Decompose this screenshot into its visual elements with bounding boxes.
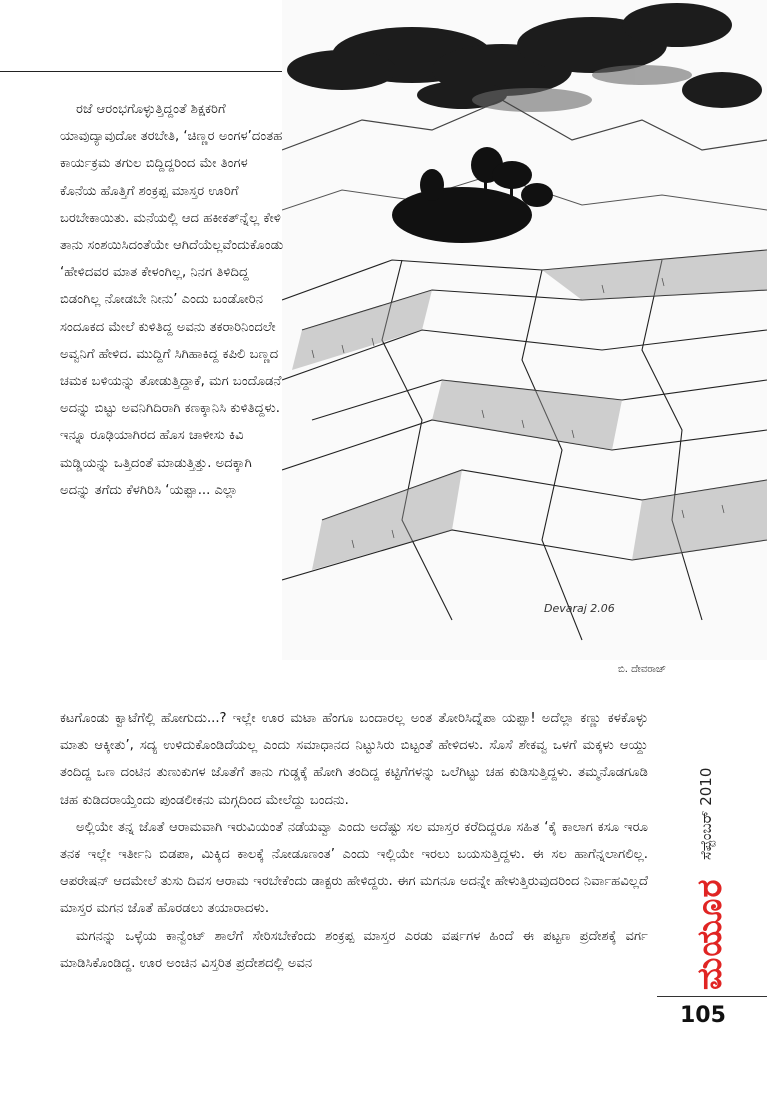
paragraph: ರಜೆ ಆರಂಭಗೊಳ್ಳುತ್ತಿದ್ದಂತೆ ಶಿಕ್ಷಕರಿಗೆ ಯಾವುದ್ಯಾವುದೋ ತರಬೇತಿ, ‘ಚಿಣ್ಣರ ಅಂಗಳ’ದಂತಹ ಕಾರ್ಯಕ್ರಮ ತಗುಲ ಬಿದ್ದಿದ್ದರಿಂದ ಮೇ ತಿಂಗಳ ಕೊನೆಯ ಹೊತ್ತಿಗೆ ಶಂಕ್ರಪ್ಪ ಮಾಸ್ತರ ಊರಿಗೆ ಬರಬೇಕಾಯಿತು. ಮನೆಯಲ್ಲಿ ಆದ ಹಕೀಕತ್‌ನ್ನೆಲ್ಲ ಕೇಳಿ ತಾನು ಸಂಶಯಿಸಿದಂತೆಯೇ ಆಗಿದೆಯೆಲ್ಲವೆಂದುಕೊಂಡು ‘ಹೇಳಿದವರ ಮಾತ ಕೇಳಂಗಿಲ್ಲ, ನಿನಗ ತಿಳಿದಿದ್ದ ಬಿಡಂಗಿಲ್ಲ ನೋಡಬೇ ನೀನು’ ಎಂದು ಬಂಡೋರಿನ ಸಂದೂಕದ ಮೇಲೆ ಕುಳಿತಿದ್ದ ಅವನು ತಕರಾರಿನಿಂದಲೇ ಅವ್ವನಿಗೆ ಹೇಳಿದ. ಮುದ್ದಿಗೆ ಸಿಗಿಹಾಕಿದ್ದ ಕಪಿಲಿ ಬಣ್ಣದ ಚಮಕ ಬಳಿಯನ್ನು ತೋಡುತ್ತಿದ್ದಾಕೆ, ಮಗ ಬಂದೊಡನೆ ಅದನ್ನು ಬಿಟ್ಟು ಅವನಿಗಿದಿರಾಗಿ ಕಣಕ್ಕಾನಿಸಿ ಕುಳಿತಿದ್ದಳು. ಇನ್ನೂ ರೂಢಿಯಾಗಿರದ ಹೊಸ ಚಾಳೀಸು ಕಿವಿ ಮಡ್ಡಿಯನ್ನು ಒತ್ತಿದಂತೆ ಮಾಡುತ್ತಿತ್ತು. ಅದಕ್ಕಾಗಿ ಅದನ್ನು ತಗೆದು ಕೆಳಗಿರಿಸಿ ‘ಯಪ್ಪಾ... ಎಲ್ಲಾ (60, 102, 284, 498)
illustration-credit: ಬಿ. ದೇವರಾಜ್ (618, 664, 667, 675)
paragraph: ಕಟಗೊಂಡು ಕ್ವಾಟೆಗೆಲ್ಲಿ ಹೋಗುದು...? ಇಲ್ಲೇ ಊರ ಮಟಾ ಹೆಂಗೂ ಬಂದಾರಲ್ಲ ಅಂತ ತೋರಿಸಿದ್ನೆಪಾ ಯಪ್ಪಾ! ಅದೆಲ್ಲಾ ಕಣ್ಣು ಕಳಕೊಳ್ಳು ಮಾತು ಆಕ್ಕೀತು’, ಸದ್ಯ ಉಳಿದುಕೊಂಡಿದೆಯಲ್ಲ ಎಂದು ಸಮಾಧಾನದ ನಿಟ್ಟುಸಿರು ಬಿಟ್ಟಂತೆ ಹೇಳಿದಳು. ಸೊಸೆ ಶೇಕವ್ವ ಒಳಗೆ ಮಕ್ಕಳು ಆಯ್ದು ತಂದಿದ್ದ ಒಣ ದಂಟಿನ ತುಣುಕುಗಳ ಜೊತೆಗೆ ತಾನು ಗುಡ್ಡಕ್ಕೆ ಹೋಗಿ ತಂದಿದ್ದ ಕಟ್ಟಿಗೆಗಳನ್ನು ಒಲೆಗಿಟ್ಟು ಚಹ ಕುಡಿಸುತ್ತಿದ್ದಳು. ತಮ್ಮನೊಡಗೂಡಿ ಚಹ ಕುಡಿದರಾಯ್ತೆಂದು ಪುಂಡಲೀಕನು ಮಗ್ಗದಿಂದ ಮೇಲೆದ್ದು ಬಂದನು. (60, 711, 648, 808)
wide-column (60, 705, 648, 977)
magazine-name: ಮಯೂರ (690, 878, 730, 990)
page-number: 105 (680, 1003, 726, 1028)
top-rule (0, 71, 282, 72)
artist-signature: Devaraj 2.06 (544, 602, 615, 615)
paragraph: ಮಗನನ್ನು ಒಳ್ಳೆಯ ಕಾನ್ವೆಂಟ್ ಶಾಲೆಗೆ ಸೇರಿಸಬೇಕೆಂದು ಶಂಕ್ರಪ್ಪ ಮಾಸ್ತರ ಎರಡು ವರ್ಷಗಳ ಹಿಂದೆ ಈ ಪಟ್ಟಣ ಪ್ರದೇಶಕ್ಕೆ ವರ್ಗ ಮಾಡಿಸಿಕೊಂಡಿದ್ದ. ಊರ ಅಂಚಿನ ವಿಸ್ತರಿತ ಪ್ರದೇಶದಲ್ಲಿ ಅವನ (60, 928, 648, 971)
landscape-illustration (282, 0, 767, 660)
page-number-rule (657, 996, 767, 997)
narrow-column (60, 96, 285, 504)
paragraph: ಅಲ್ಲಿಯೇ ತನ್ನ ಜೊತೆ ಆರಾಮವಾಗಿ ಇರುವಿಯಂತೆ ನಡೆಯವ್ವಾ ಎಂದು ಅದೆಷ್ಟು ಸಲ ಮಾಸ್ತರ ಕರೆದಿದ್ದರೂ ಸಹಿತ ‘ಕೈ ಕಾಲಾಗ ಕಸೂ ಇರೂ ತನಕ ಇಲ್ಲೇ ಇರ್ತೀನಿ ಬಿಡಪಾ, ಮಿಕ್ಕಿದ ಕಾಲಕ್ಕೆ ನೋಡೂಣಂತ’ ಎಂದು ಇಲ್ಲಿಯೇ ಇರಲು ಬಯಸುತ್ತಿದ್ದಳು. ಈ ಸಲ ಹಾಗೆನ್ನಲಾಗಲಿಲ್ಲ. ಆಪರೇಷನ್ ಆದಮೇಲೆ ತುಸು ದಿವಸ ಆರಾಮ ಇರಬೇಕೆಂದು ಡಾಕ್ಟರು ಹೇಳಿದ್ದರು. ಈಗ ಮಗನೂ ಅದನ್ನೇ ಹೇಳುತ್ತಿರುವುದರಿಂದ ನಿರ್ವಾಹವಿಲ್ಲದೆ ಮಾಸ್ತರ ಮಗನ ಜೊತೆ ಹೊರಡಲು ತಯಾರಾದಳು. (60, 819, 648, 917)
issue-date: ಸೆಪ್ಟೆಂಬರ್ 2010 (697, 767, 715, 860)
